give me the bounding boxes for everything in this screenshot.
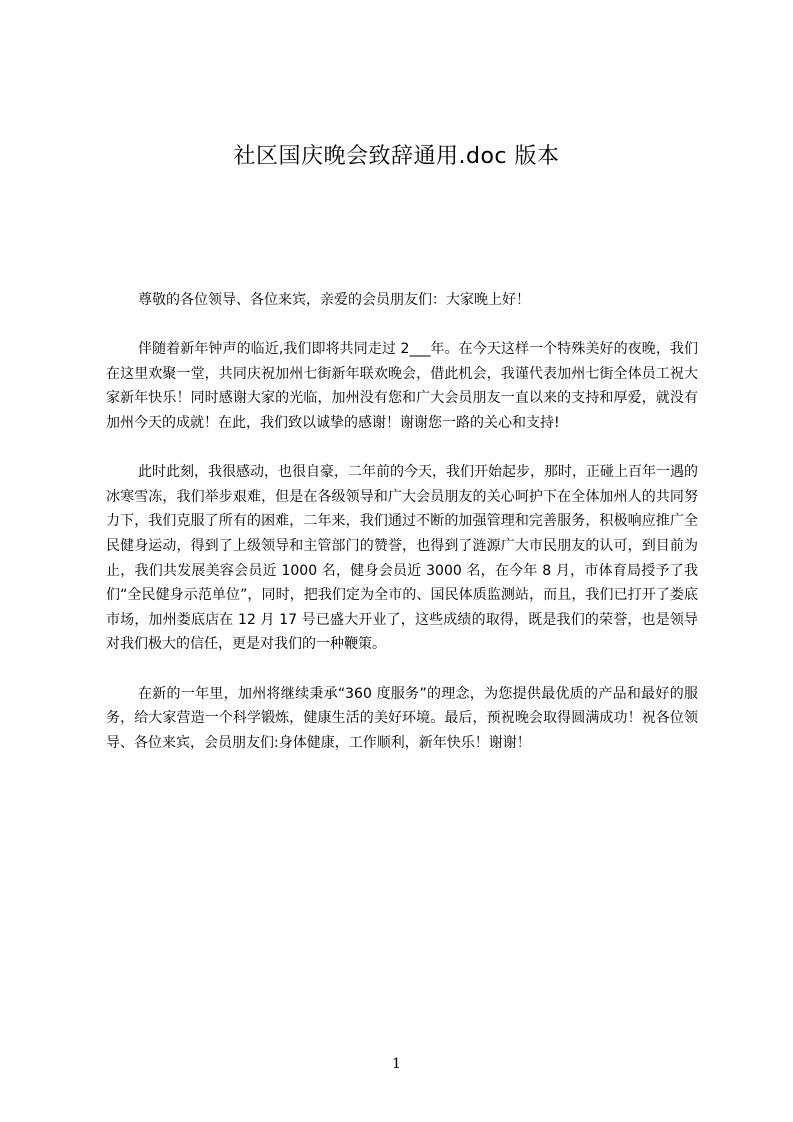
paragraph-greeting: 尊敬的各位领导、各位来宾，亲爱的会员朋友们：大家晚上好！ (138, 292, 530, 308)
document-title: 社区国庆晚会致辞通用.doc 版本 (233, 144, 560, 169)
paragraph-closing: 在新的一年里，加州将继续秉承“360 度服务”的理念，为您提供最优质的产品和最好的服务，给大家营造一个科学锻炼，健康生活的美好环境。最后，预祝晚会取得圆满成功！祝各位领导、各位来宾，会员朋友们:身体健康，工作顺利，新年快乐！谢谢！ (106, 685, 698, 751)
paragraph-achievements: 此时此刻，我很感动，也很自豪，二年前的今天，我们开始起步，那时，正碰上百年一遇的冰寒雪冻，我们举步艰难，但是在各级领导和广大会员朋友的关心呵护下在全体加州人的共同努力下，我们克服了所有的困难，二年来，我们通过不断的加强管理和完善服务，积极响应推广全民健身运动，得到了上级领导和主管部门的赞誉，也得到了涟源广大市民朋友的认可，到目前为止，我们共发展美容会员近 1000 名，健身会员近 3000 名，在今年 8 月，市体育局授予了我们“全民健身示范单位”，同时，把我们定为全市的、国民体质监测站，而且，我们已打开了娄底市场，加州娄底店在 12 月 17 号已盛大开业了，这些成绩的取得，既是我们的荣誉，也是领导对我们极大的信任，更是对我们的一种鞭策。 (106, 464, 698, 653)
paragraph-new-year: 伴随着新年钟声的临近,我们即将共同走过 2___年。在今天这样一个特殊美好的夜晚，我们在这里欢聚一堂，共同庆祝加州七街新年联欢晚会，借此机会，我谨代表加州七街全体员工祝大家新年快乐！同时感谢大家的光临，加州没有您和广大会员朋友一直以来的支持和厚爱，就没有加州今天的成就！在此，我们致以诚挚的感谢！谢谢您一路的关心和支持! (106, 341, 698, 431)
document-body (106, 288, 698, 780)
page-number: 1 (392, 1056, 401, 1072)
